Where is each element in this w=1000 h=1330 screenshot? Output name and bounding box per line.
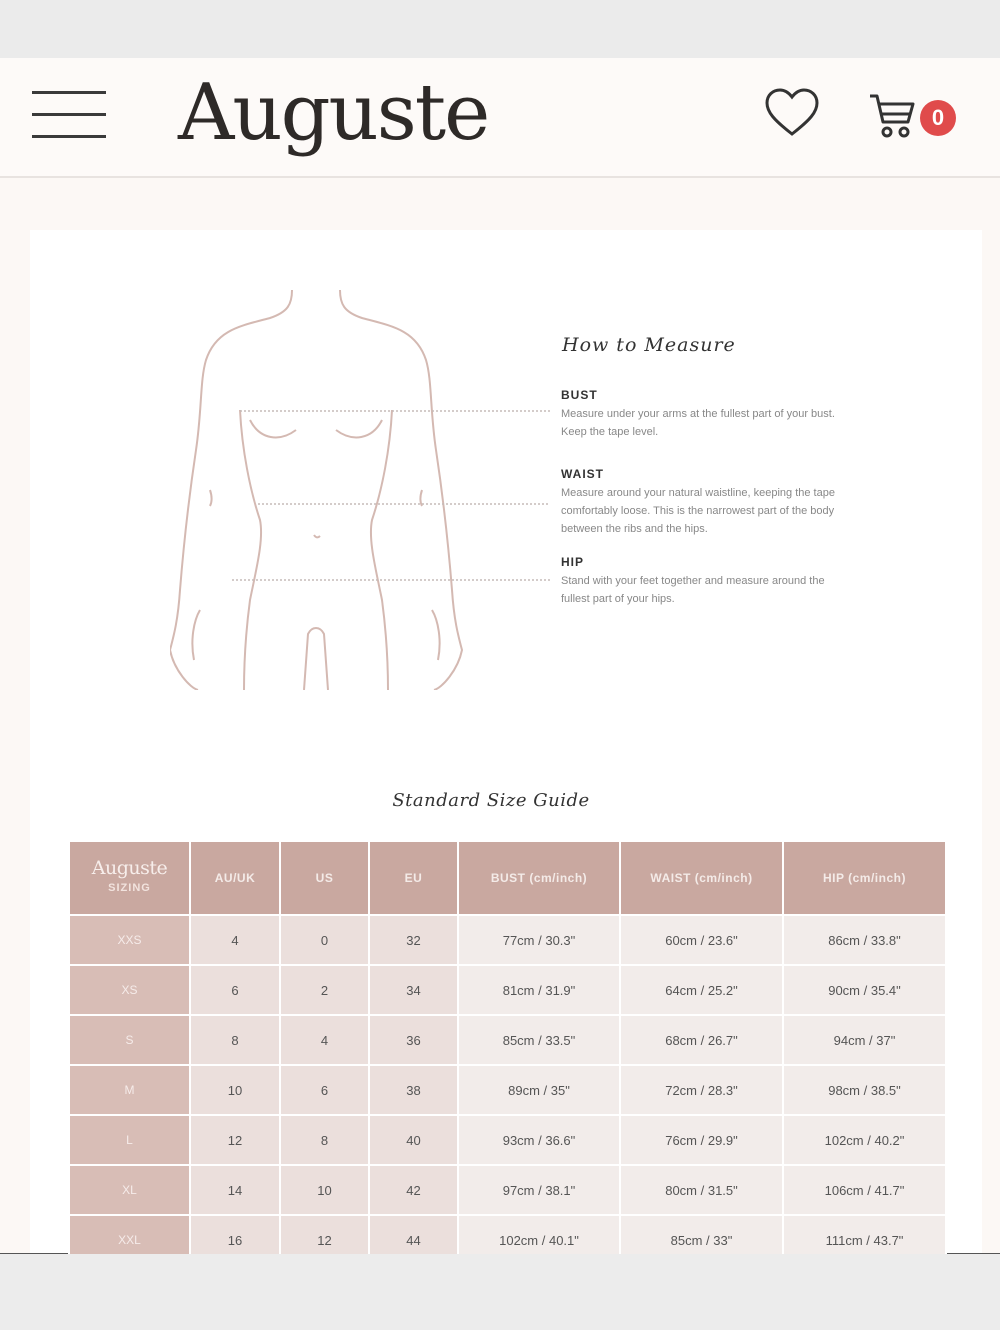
us-cell: 6 xyxy=(280,1065,369,1115)
bust-text: Measure under your arms at the fullest part of your bust. Keep the tape level. xyxy=(561,408,835,438)
hamburger-menu-icon[interactable] xyxy=(32,91,106,141)
hip-cell: 86cm / 33.8" xyxy=(783,915,946,965)
brand-logo[interactable]: Auguste xyxy=(178,68,489,158)
us-cell: 4 xyxy=(280,1015,369,1065)
bust-cell: 102cm / 40.1" xyxy=(458,1215,620,1265)
waist-label: WAIST xyxy=(561,467,604,481)
size-cell: XXL xyxy=(69,1215,190,1265)
header-eu: EU xyxy=(369,841,458,915)
eu-cell: 32 xyxy=(369,915,458,965)
waist-cell: 64cm / 25.2" xyxy=(620,965,783,1015)
bust-cell: 89cm / 35" xyxy=(458,1065,620,1115)
waist-cell: 72cm / 28.3" xyxy=(620,1065,783,1115)
waist-cell: 68cm / 26.7" xyxy=(620,1015,783,1065)
hip-cell: 102cm / 40.2" xyxy=(783,1115,946,1165)
table-row xyxy=(69,915,946,965)
size-table xyxy=(68,840,947,1266)
eu-cell: 40 xyxy=(369,1115,458,1165)
header-brand-sizing xyxy=(69,841,190,915)
table-row xyxy=(69,1165,946,1215)
waist-cell: 76cm / 29.9" xyxy=(620,1115,783,1165)
eu-cell: 38 xyxy=(369,1065,458,1115)
hip-label: HIP xyxy=(561,555,585,569)
waist-text: Measure around your natural waistline, keeping the tape comfortably loose. This is the narrowest part of the body between the ribs and the hips. xyxy=(561,487,835,535)
size-table-header xyxy=(69,841,946,915)
us-cell: 10 xyxy=(280,1165,369,1215)
au-uk-cell: 16 xyxy=(190,1215,280,1265)
au-uk-cell: 4 xyxy=(190,915,280,965)
bust-label: BUST xyxy=(561,388,598,402)
header-brand-sub: SIZING xyxy=(108,882,151,894)
eu-cell: 44 xyxy=(369,1215,458,1265)
us-cell: 0 xyxy=(280,915,369,965)
size-cell: XXS xyxy=(69,915,190,965)
au-uk-cell: 12 xyxy=(190,1115,280,1165)
au-uk-cell: 14 xyxy=(190,1165,280,1215)
au-uk-cell: 10 xyxy=(190,1065,280,1115)
eu-cell: 42 xyxy=(369,1165,458,1215)
au-uk-cell: 8 xyxy=(190,1015,280,1065)
size-cell: S xyxy=(69,1015,190,1065)
size-cell: L xyxy=(69,1115,190,1165)
table-row xyxy=(69,1015,946,1065)
waist-cell: 80cm / 31.5" xyxy=(620,1165,783,1215)
waist-cell: 85cm / 33" xyxy=(620,1215,783,1265)
table-row xyxy=(69,1065,946,1115)
header-au-uk: AU/UK xyxy=(190,841,280,915)
header-bust: BUST (cm/inch) xyxy=(458,841,620,915)
waist-cell: 60cm / 23.6" xyxy=(620,915,783,965)
hip-cell: 98cm / 38.5" xyxy=(783,1065,946,1115)
size-cell: XS xyxy=(69,965,190,1015)
hip-cell: 106cm / 41.7" xyxy=(783,1165,946,1215)
hip-cell: 90cm / 35.4" xyxy=(783,965,946,1015)
hip-cell: 111cm / 43.7" xyxy=(783,1215,946,1265)
cart-count-badge: 0 xyxy=(920,100,956,136)
hip-cell: 94cm / 37" xyxy=(783,1015,946,1065)
cart-icon[interactable] xyxy=(868,92,918,140)
header-waist: WAIST (cm/inch) xyxy=(620,841,783,915)
site-header xyxy=(0,58,1000,178)
waist-instructions xyxy=(561,467,851,538)
table-row xyxy=(69,965,946,1015)
size-cell: M xyxy=(69,1065,190,1115)
table-row xyxy=(69,1115,946,1165)
heart-icon[interactable] xyxy=(764,88,820,138)
size-cell: XL xyxy=(69,1165,190,1215)
us-cell: 8 xyxy=(280,1115,369,1165)
header-hip: HIP (cm/inch) xyxy=(783,841,946,915)
bust-cell: 81cm / 31.9" xyxy=(458,965,620,1015)
header-us: US xyxy=(280,841,369,915)
bust-instructions xyxy=(561,388,851,441)
bottom-bar xyxy=(0,1254,1000,1330)
us-cell: 12 xyxy=(280,1215,369,1265)
size-guide-card xyxy=(30,230,982,1253)
bust-cell: 77cm / 30.3" xyxy=(458,915,620,965)
bust-cell: 97cm / 38.1" xyxy=(458,1165,620,1215)
eu-cell: 36 xyxy=(369,1015,458,1065)
page xyxy=(0,58,1000,1254)
eu-cell: 34 xyxy=(369,965,458,1015)
us-cell: 2 xyxy=(280,965,369,1015)
bust-cell: 85cm / 33.5" xyxy=(458,1015,620,1065)
body-measurement-illustration xyxy=(170,290,560,690)
bust-cell: 93cm / 36.6" xyxy=(458,1115,620,1165)
how-to-measure-title: How to Measure xyxy=(562,334,736,356)
hip-instructions xyxy=(561,555,851,608)
hip-text: Stand with your feet together and measure around the fullest part of your hips. xyxy=(561,575,825,605)
header-brand-name: Auguste xyxy=(91,857,168,879)
au-uk-cell: 6 xyxy=(190,965,280,1015)
size-guide-title: Standard Size Guide xyxy=(392,790,590,811)
